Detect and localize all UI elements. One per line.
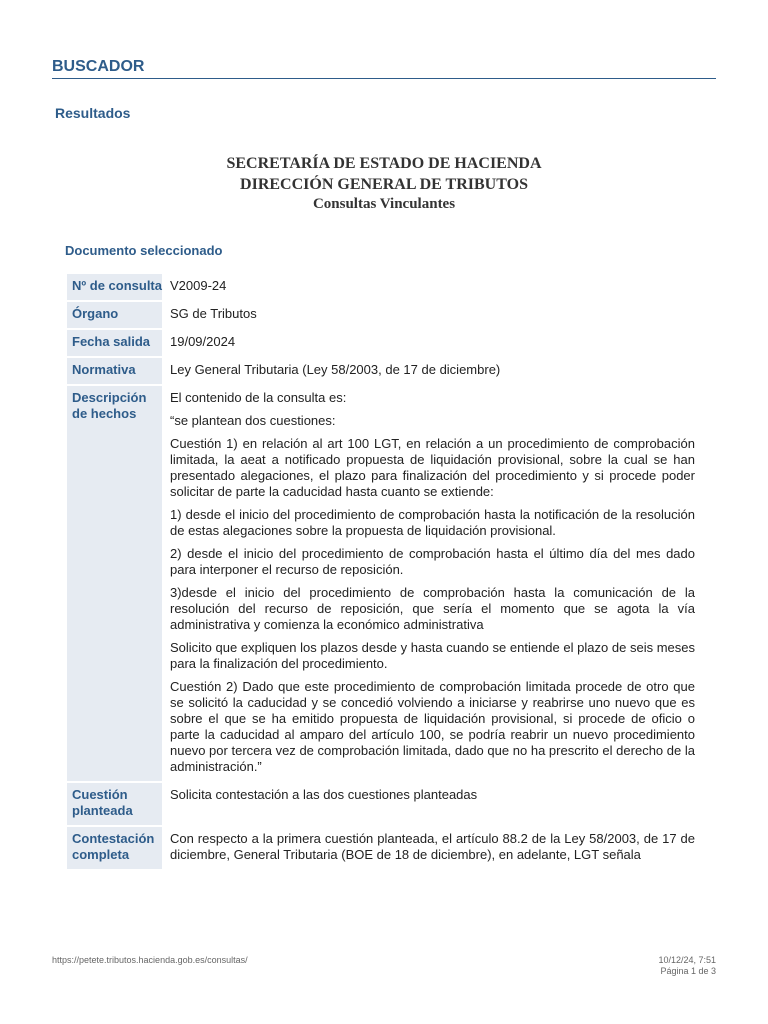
label-consulta: Nº de consulta (67, 274, 162, 300)
label-descripcion: Descripción de hechos (67, 386, 162, 781)
paragraph: Cuestión 1) en relación al art 100 LGT, en relación a un procedimiento de comprobación limitada, la aeat a notificado propuesta de liquidación provisional, sobre la cual se han presentado alegaciones, el plazo para finalización del procedimiento y si procede poder solicitar de parte la caducidad hasta cuanto se extiende: (170, 436, 695, 499)
results-heading: Resultados (55, 105, 131, 121)
label-cuestion: Cuestión planteada (67, 783, 162, 825)
label-organo: Órgano (67, 302, 162, 328)
row-organo (67, 302, 701, 328)
paragraph: El contenido de la consulta es: (170, 390, 347, 405)
value-consulta: V2009-24 (170, 278, 227, 293)
paragraph: Cuestión 2) Dado que este procedimiento de comprobación limitada procede de otro que se solicitó la caducidad y se concedió volviendo a iniciarse y reabrirse uno nuevo que es sobre el que se ha emitido propuesta de liquidación provisional, si procede de oficio o parte la caducidad al amparo del artículo 100, se podría reabrir un nuevo procedimiento nuevo por tercera vez de comprobación limitada, dado que no ha prescrito el derecho de la administración.” (170, 679, 695, 774)
paragraph: 2) desde el inicio del procedimiento de comprobación hasta el último día del mes dado para interponer el recurso de reposición. (170, 546, 695, 577)
row-contestacion (67, 827, 701, 869)
org-line-2: DIRECCIÓN GENERAL DE TRIBUTOS (240, 176, 528, 193)
value-organo: SG de Tributos (170, 306, 257, 321)
row-descripcion (67, 386, 701, 781)
label-normativa: Normativa (67, 358, 162, 384)
paragraph: Solicito que expliquen los plazos desde y hasta cuando se entiende el plazo de seis meses para la finalización del procedimiento. (170, 640, 695, 671)
page-title: BUSCADOR (52, 58, 716, 79)
org-line-3: Consultas Vinculantes (312, 196, 456, 212)
row-cuestion (67, 783, 701, 825)
selected-document-heading: Documento seleccionado (65, 243, 223, 258)
paragraph: 1) desde el inicio del procedimiento de comprobación hasta la notificación de la resolución de estas alegaciones sobre la propuesta de liquidación provisional. (170, 507, 695, 538)
row-normativa (67, 358, 701, 384)
value-contestacion: Con respecto a la primera cuestión planteada, el artículo 88.2 de la Ley 58/2003, de 17 de diciembre, General Tributaria (BOE de 18 de diciembre), en adelante, LGT señala (170, 831, 695, 862)
value-descripcion (162, 386, 701, 781)
footer-datetime: 10/12/24, 7:51 (658, 955, 716, 965)
footer-meta (658, 955, 716, 977)
org-line-1: SECRETARÍA DE ESTADO DE HACIENDA (226, 155, 542, 172)
value-cuestion: Solicita contestación a las dos cuestiones planteadas (170, 787, 478, 802)
paragraph: 3)desde el inicio del procedimiento de comprobación hasta la comunicación de la resolución del recurso de reposición, que sería el momento que se agota la vía administrativa y comienza la económico administrativa (170, 585, 695, 632)
footer-page-number: Página 1 de 3 (660, 966, 716, 976)
row-fecha (67, 330, 701, 356)
paragraph: “se plantean dos cuestiones: (170, 413, 336, 428)
document-table (67, 274, 701, 871)
label-fecha: Fecha salida (67, 330, 162, 356)
label-contestacion: Contestación completa (67, 827, 162, 869)
row-consulta (67, 274, 701, 300)
value-fecha: 19/09/2024 (170, 334, 236, 349)
value-normativa: Ley General Tributaria (Ley 58/2003, de 17 de diciembre) (170, 362, 501, 377)
footer-url: https://petete.tributos.hacienda.gob.es/consultas/ (52, 955, 248, 965)
